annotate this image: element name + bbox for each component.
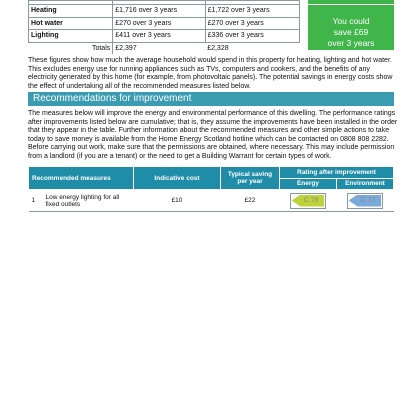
typical-saving: £22: [221, 190, 280, 212]
potential-cost: £270 over 3 years: [205, 17, 299, 30]
table-row: [29, 30, 300, 43]
environment-rating-arrow: [349, 195, 382, 207]
savings-badge-divider: [308, 0, 394, 5]
cost-label: Heating: [29, 5, 113, 18]
energy-rating: C 78: [303, 196, 319, 204]
current-total: £2,397: [113, 42, 205, 54]
recommendations-table: [28, 166, 394, 212]
savings-amount: save £69: [333, 27, 369, 37]
table-header-row: [29, 167, 394, 179]
current-cost: £411 over 3 years: [113, 30, 205, 43]
totals-label: Totals: [91, 44, 111, 52]
current-cost: £1,716 over 3 years: [113, 5, 205, 18]
column-header: Energy: [280, 178, 337, 190]
potential-cost: £336 over 3 years: [205, 30, 299, 43]
table-row: [29, 17, 300, 30]
column-header: Rating after improvement: [280, 167, 394, 179]
savings-line: You could: [332, 16, 370, 26]
cost-label: Hot water: [29, 17, 113, 30]
indicative-cost: £10: [134, 190, 221, 212]
current-cost: £270 over 3 years: [113, 17, 205, 30]
column-header: Recommended measures: [29, 167, 134, 190]
measure-description: Low energy lighting for all fixed outlets: [43, 190, 134, 212]
environment-rating: C 77: [360, 196, 376, 204]
table-row: [29, 5, 300, 18]
potential-cost: £1,722 over 3 years: [205, 5, 299, 18]
totals-row: [29, 42, 300, 54]
section-heading: Recommendations for improvement: [28, 92, 394, 106]
column-header: Environment: [337, 178, 394, 190]
column-header: Typical saving per year: [221, 167, 280, 190]
energy-rating-cell: [280, 190, 337, 212]
measure-number: 1: [29, 190, 43, 212]
energy-cost-table: [28, 0, 300, 54]
recommendations-paragraph: The measures below will improve the energy and environmental performance of this dwelling. The performance ratings after improvements listed below are cumulative; that is, they assume the improvements have been installed in the order that they appear in the table. Further information about the recommended measures and other simple actions to take today to save money is available from the Home Energy Scotland hotline which can be contacted on 0808 808 2282. Before carrying out work, make sure that the permissions are obtained, where necessary. This may include permission from a landlord (if you are a tenant) or the need to get a Building Warrant for certain types of work.: [28, 110, 398, 160]
intro-paragraph: These figures show how much the average household would spend in this property for heating, lighting and hot water. This excludes energy use for running appliances such as TVs, computers and cookers, and the benefits of any electricity generated by this home (for example, from photovoltaic panels). The potential savings in energy costs show the effect of undertaking all of the recommended measures listed below.: [28, 57, 393, 90]
potential-total: £2,328: [207, 44, 229, 52]
savings-badge: [308, 0, 394, 50]
environment-rating-cell: [337, 190, 394, 212]
table-row: [29, 190, 394, 212]
cost-label: Lighting: [29, 30, 113, 43]
savings-line: over 3 years: [327, 38, 375, 48]
column-header: Indicative cost: [134, 167, 221, 190]
energy-rating-arrow: [292, 195, 325, 207]
